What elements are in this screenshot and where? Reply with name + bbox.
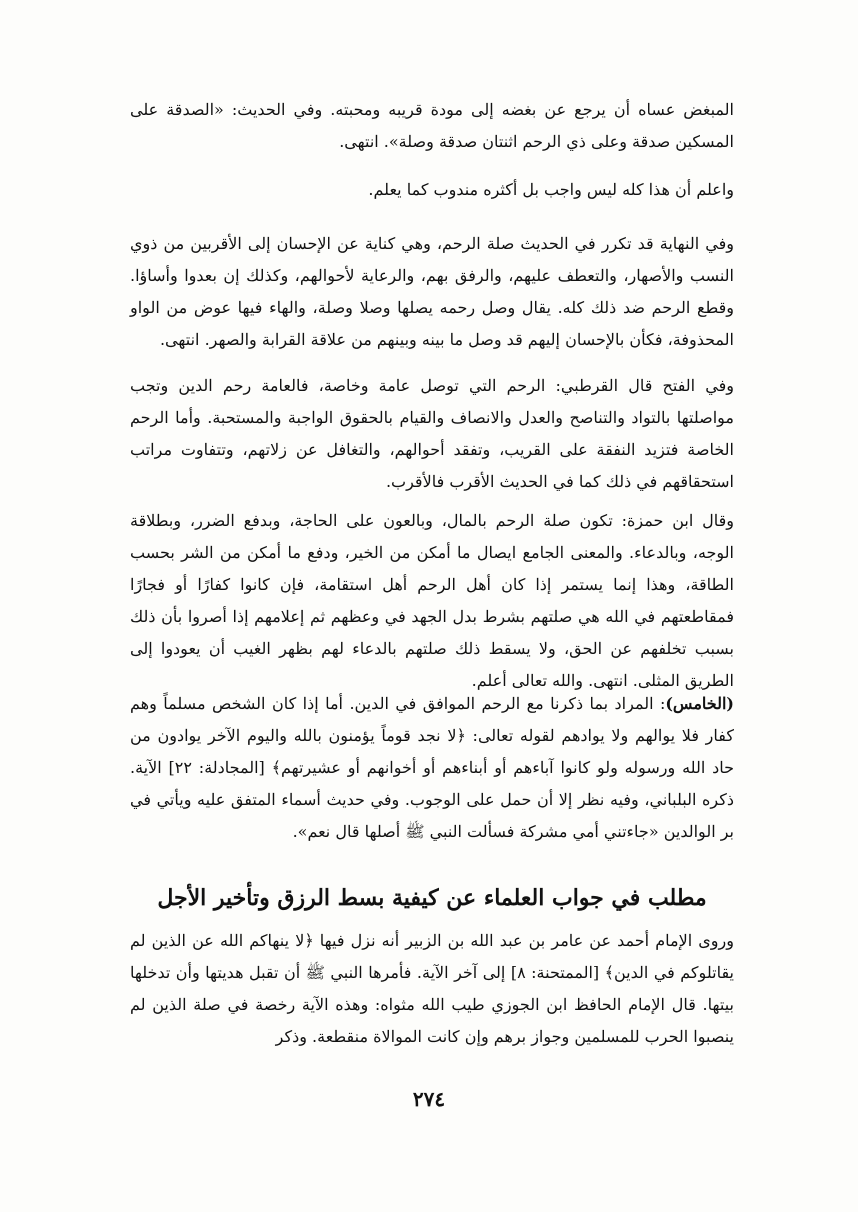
paragraph-ibn-hamza: وقال ابن حمزة: تكون صلة الرحم بالمال، وبالعون على الحاجة، وبدفع الضرر، وبطلاقة الوجه، وبالدعاء. والمعنى الجامع ايصال ما أمكن من الخير، ودفع ما أمكن من الشر بحسب الطاقة، وهذا إنما يستمر إذا كان أهل الرحم أهل استقامة، فإن كانوا كفارًا أو فجارًا فمقاطعتهم في الله هي صلتهم بشرط بدل الجهد في وعظهم ثم إعلامهم إذا أصروا بأن ذلك بسبب تخلفهم عن الحق، ولا يسقط ذلك صلتهم بالدعاء لهم بظهر الغيب أن يعودوا إلى الطريق المثلى. انتهى. والله تعالى أعلم. <box>130 511 734 690</box>
fifth-point-label: (الخامس) <box>665 694 734 713</box>
paragraph-fath-qurtubi: وفي الفتح قال القرطبي: الرحم التي توصل عامة وخاصة، فالعامة رحم الدين وتجب مواصلتها بالتواد والتناصح والعدل والانصاف والقيام بالحقوق الواجبة والمستحبة. وأما الرحم الخاصة فتزيد النفقة على القريب، وتفقد أحوالهم، والتغافل عن زلاتهم، وتتفاوت مراتب استحقاقهم في ذلك كما في الحديث الأقرب فالأقرب. <box>130 376 734 491</box>
section-heading: مطلب في جواب العلماء عن كيفية بسط الرزق وتأخير الأجل <box>157 885 707 911</box>
paragraph-nihaya-definition: وفي النهاية قد تكرر في الحديث صلة الرحم، وهي كناية عن الإحسان إلى الأقربين من ذوي النسب والأصهار، والتعطف عليهم، والرفق بهم، والرعاية لأحوالهم، وكذلك إن بعدوا وأساؤا. وقطع الرحم ضد ذلك كله. يقال وصل رحمه يصلها وصلا وصلة، والهاء فيها عوض من الواو المحذوفة، فكأن بالإحسان إليهم قد وصل ما بينه وبينهم من علاقة القرابة والصهر. انتهى. <box>130 234 734 349</box>
paragraph-imam-ahmad: وروى الإمام أحمد عن عامر بن عبد الله بن الزبير أنه نزل فيها ﴿لا ينهاكم الله عن الذين لم يقاتلوكم في الدين﴾ [الممتحنة: ٨] إلى آخر الآية. فأمرها النبي ﷺ أن تقبل هديتها وأن تدخلها بيتها. قال الإمام الحافظ ابن الجوزي طيب الله مثواه: وهذه الآية رخصة في صلة الذين لم ينصبوا الحرب للمسلمين وجواز برهم وإن كانت الموالاة منقطعة. وذكر <box>130 931 734 1046</box>
paragraph-fifth-point <box>130 688 734 848</box>
page-number: ٢٧٤ <box>412 1087 446 1111</box>
paragraph-sadaqa-hadith: المبغض عساه أن يرجع عن بغضه إلى مودة قريبه ومحبته. وفي الحديث: «الصدقة على المسكين صدقة وعلى ذي الرحم اثنتان صدقة وصلة». انتهى. <box>130 100 734 151</box>
paragraph-not-obligatory: واعلم أن هذا كله ليس واجب بل أكثره مندوب كما يعلم. <box>368 180 734 199</box>
fifth-point-text: : المراد بما ذكرنا مع الرحم الموافق في الدين. أما إذا كان الشخص مسلماً وهم كفار فلا يوالهم ولا يوادهم لقوله تعالى: ﴿لا نجد قوماً يؤمنون بالله واليوم الآخر يوادون من حاد الله ورسوله ولو كانوا آباءهم أو أبناءهم أو أخوانهم أو عشيرتهم﴾ [المجادلة: ٢٢] الآية. ذكره البلباني، وفيه نظر إلا أن حمل على الوجوب. وفي حديث أسماء المتفق عليه ويأتي في بر الوالدين «جاءتني أمي مشركة فسألت النبي ﷺ أصلها قال نعم». <box>130 694 735 841</box>
